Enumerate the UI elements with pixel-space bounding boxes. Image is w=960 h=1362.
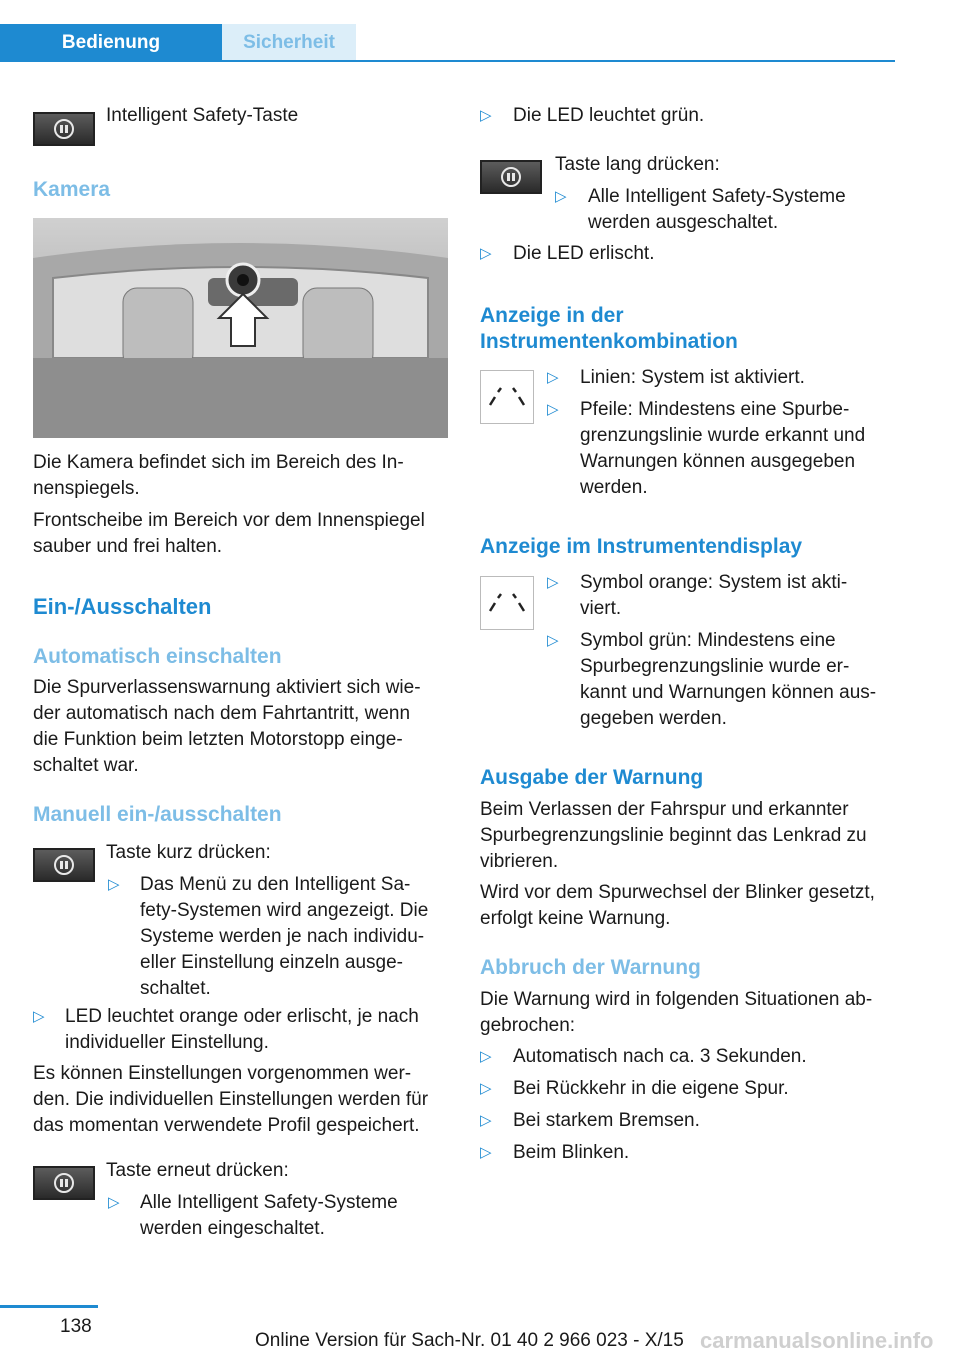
bullet-triangle-icon: ▷: [547, 401, 559, 418]
heading-anzeige-display: Anzeige im Instrumentendisplay: [480, 535, 803, 558]
lane-lines-icon: [480, 370, 534, 424]
lane-lines-icon: [480, 576, 534, 630]
list-item: Automatisch nach ca. 3 Sekunden.: [513, 1046, 807, 1067]
camera-photo: [33, 218, 448, 438]
list-item: Bei Rückkehr in die eigene Spur.: [513, 1078, 789, 1099]
heading-manuell: Manuell ein-/ausschalten: [33, 803, 282, 826]
para-kamera-2: Frontscheibe im Bereich vor dem Innenspiegel sauber und frei halten.: [33, 510, 425, 557]
windshield-illustration: [33, 218, 448, 438]
bullet-triangle-icon: ▷: [480, 1048, 492, 1065]
erneut-druecken: Taste erneut drücken:: [106, 1160, 289, 1181]
bullet-ausgeschaltet: Alle Intelligent Safety-Systeme werden ausgeschaltet.: [588, 186, 846, 233]
bullet-triangle-icon: ▷: [108, 876, 120, 893]
bullet-triangle-icon: ▷: [480, 1112, 492, 1129]
bullet-triangle-icon: ▷: [547, 369, 559, 386]
list-item: Bei starkem Bremsen.: [513, 1110, 700, 1131]
footer-online-version: Online Version für Sach-Nr. 01 40 2 966 023 - X/15: [255, 1330, 684, 1351]
bullet-led-orange: LED leuchtet orange oder erlischt, je nach individueller Einstellung.: [65, 1006, 419, 1053]
para-automatisch: Die Spurverlassenswarnung aktiviert sich wie‐ der automatisch nach dem Fahrtantritt, wenn die Funktion beim letzten Motorstopp einge‐ schaltet war.: [33, 677, 421, 776]
heading-ein-ausschalten: Ein-/Ausschalten: [33, 594, 212, 619]
bullet-triangle-icon: ▷: [480, 1080, 492, 1097]
led-erlischt: Die LED erlischt.: [513, 243, 655, 264]
safety-button-icon-4: [480, 160, 542, 194]
bullet-triangle-icon: ▷: [480, 107, 492, 124]
page-number: 138: [60, 1316, 92, 1337]
bullet-eingeschaltet: Alle Intelligent Safety-Systeme werden eingeschaltet.: [140, 1192, 398, 1239]
lang-druecken: Taste lang drücken:: [555, 154, 720, 175]
bullet-menu: Das Menü zu den Intelligent Sa‐ fety-Systemen wird angezeigt. Die Systeme werden je nach individu‐ eller Einstellung einzeln ausge‐ schaltet.: [140, 874, 429, 999]
led-gruen: Die LED leuchtet grün.: [513, 105, 705, 126]
para-kamera-1: Die Kamera befindet sich im Bereich des In‐ nenspiegels.: [33, 452, 404, 499]
key-caption: Intelligent Safety-Taste: [106, 105, 299, 126]
watermark: carmanualsonline.info: [700, 1328, 934, 1353]
tab-divider: [0, 60, 895, 62]
bullet-triangle-icon: ▷: [555, 188, 567, 205]
safety-button-icon: [33, 112, 95, 146]
safety-button-icon-2: [33, 848, 95, 882]
bullet-triangle-icon: ▷: [108, 1194, 120, 1211]
linien-aktiviert: Linien: System ist aktiviert.: [580, 367, 805, 388]
footer-accent-line: [0, 1305, 98, 1308]
para-ausgabe: Beim Verlassen der Fahrspur und erkannter Spurbegrenzungslinie beginnt das Lenkrad zu vibrieren.: [480, 799, 867, 872]
safety-button-icon-3: [33, 1166, 95, 1200]
heading-automatisch: Automatisch einschalten: [33, 645, 282, 668]
bullet-triangle-icon: ▷: [547, 632, 559, 649]
list-item: Beim Blinken.: [513, 1142, 630, 1163]
heading-kamera: Kamera: [33, 178, 111, 201]
para-blinker: Wird vor dem Spurwechsel der Blinker gesetzt, erfolgt keine Warnung.: [480, 882, 875, 929]
chapter-tabs: [0, 24, 895, 62]
bullet-triangle-icon: ▷: [33, 1008, 45, 1025]
bullet-triangle-icon: ▷: [547, 574, 559, 591]
para-einstellungen: Es können Einstellungen vorgenommen wer‐ den. Die individuellen Einstellungen werden für das momentan verwendete Profil gespeichert.: [33, 1063, 429, 1136]
heading-abbruch: Abbruch der Warnung: [480, 956, 701, 979]
bullet-triangle-icon: ▷: [480, 1144, 492, 1161]
tab-bedienung[interactable]: Bedienung: [0, 24, 222, 60]
kurz-druecken: Taste kurz drücken:: [106, 842, 271, 863]
heading-ausgabe: Ausgabe der Warnung: [480, 766, 704, 789]
bullet-triangle-icon: ▷: [480, 245, 492, 262]
pfeile-text: Pfeile: Mindestens eine Spurbe‐ grenzungslinie wurde erkannt und Warnungen können ausgegeben werden.: [580, 399, 866, 498]
heading-anzeige-kombination: Anzeige in der Instrumentenkombination: [480, 304, 738, 353]
symbol-orange: Symbol orange: System ist akti‐ viert.: [580, 572, 848, 619]
tab-sicherheit[interactable]: Sicherheit: [222, 24, 356, 60]
para-abbruch: Die Warnung wird in folgenden Situationen ab‐ gebrochen:: [480, 989, 873, 1036]
symbol-gruen: Symbol grün: Mindestens eine Spurbegrenzungslinie wurde er‐ kannt und Warnungen können aus‐ gegeben werden.: [580, 630, 877, 729]
